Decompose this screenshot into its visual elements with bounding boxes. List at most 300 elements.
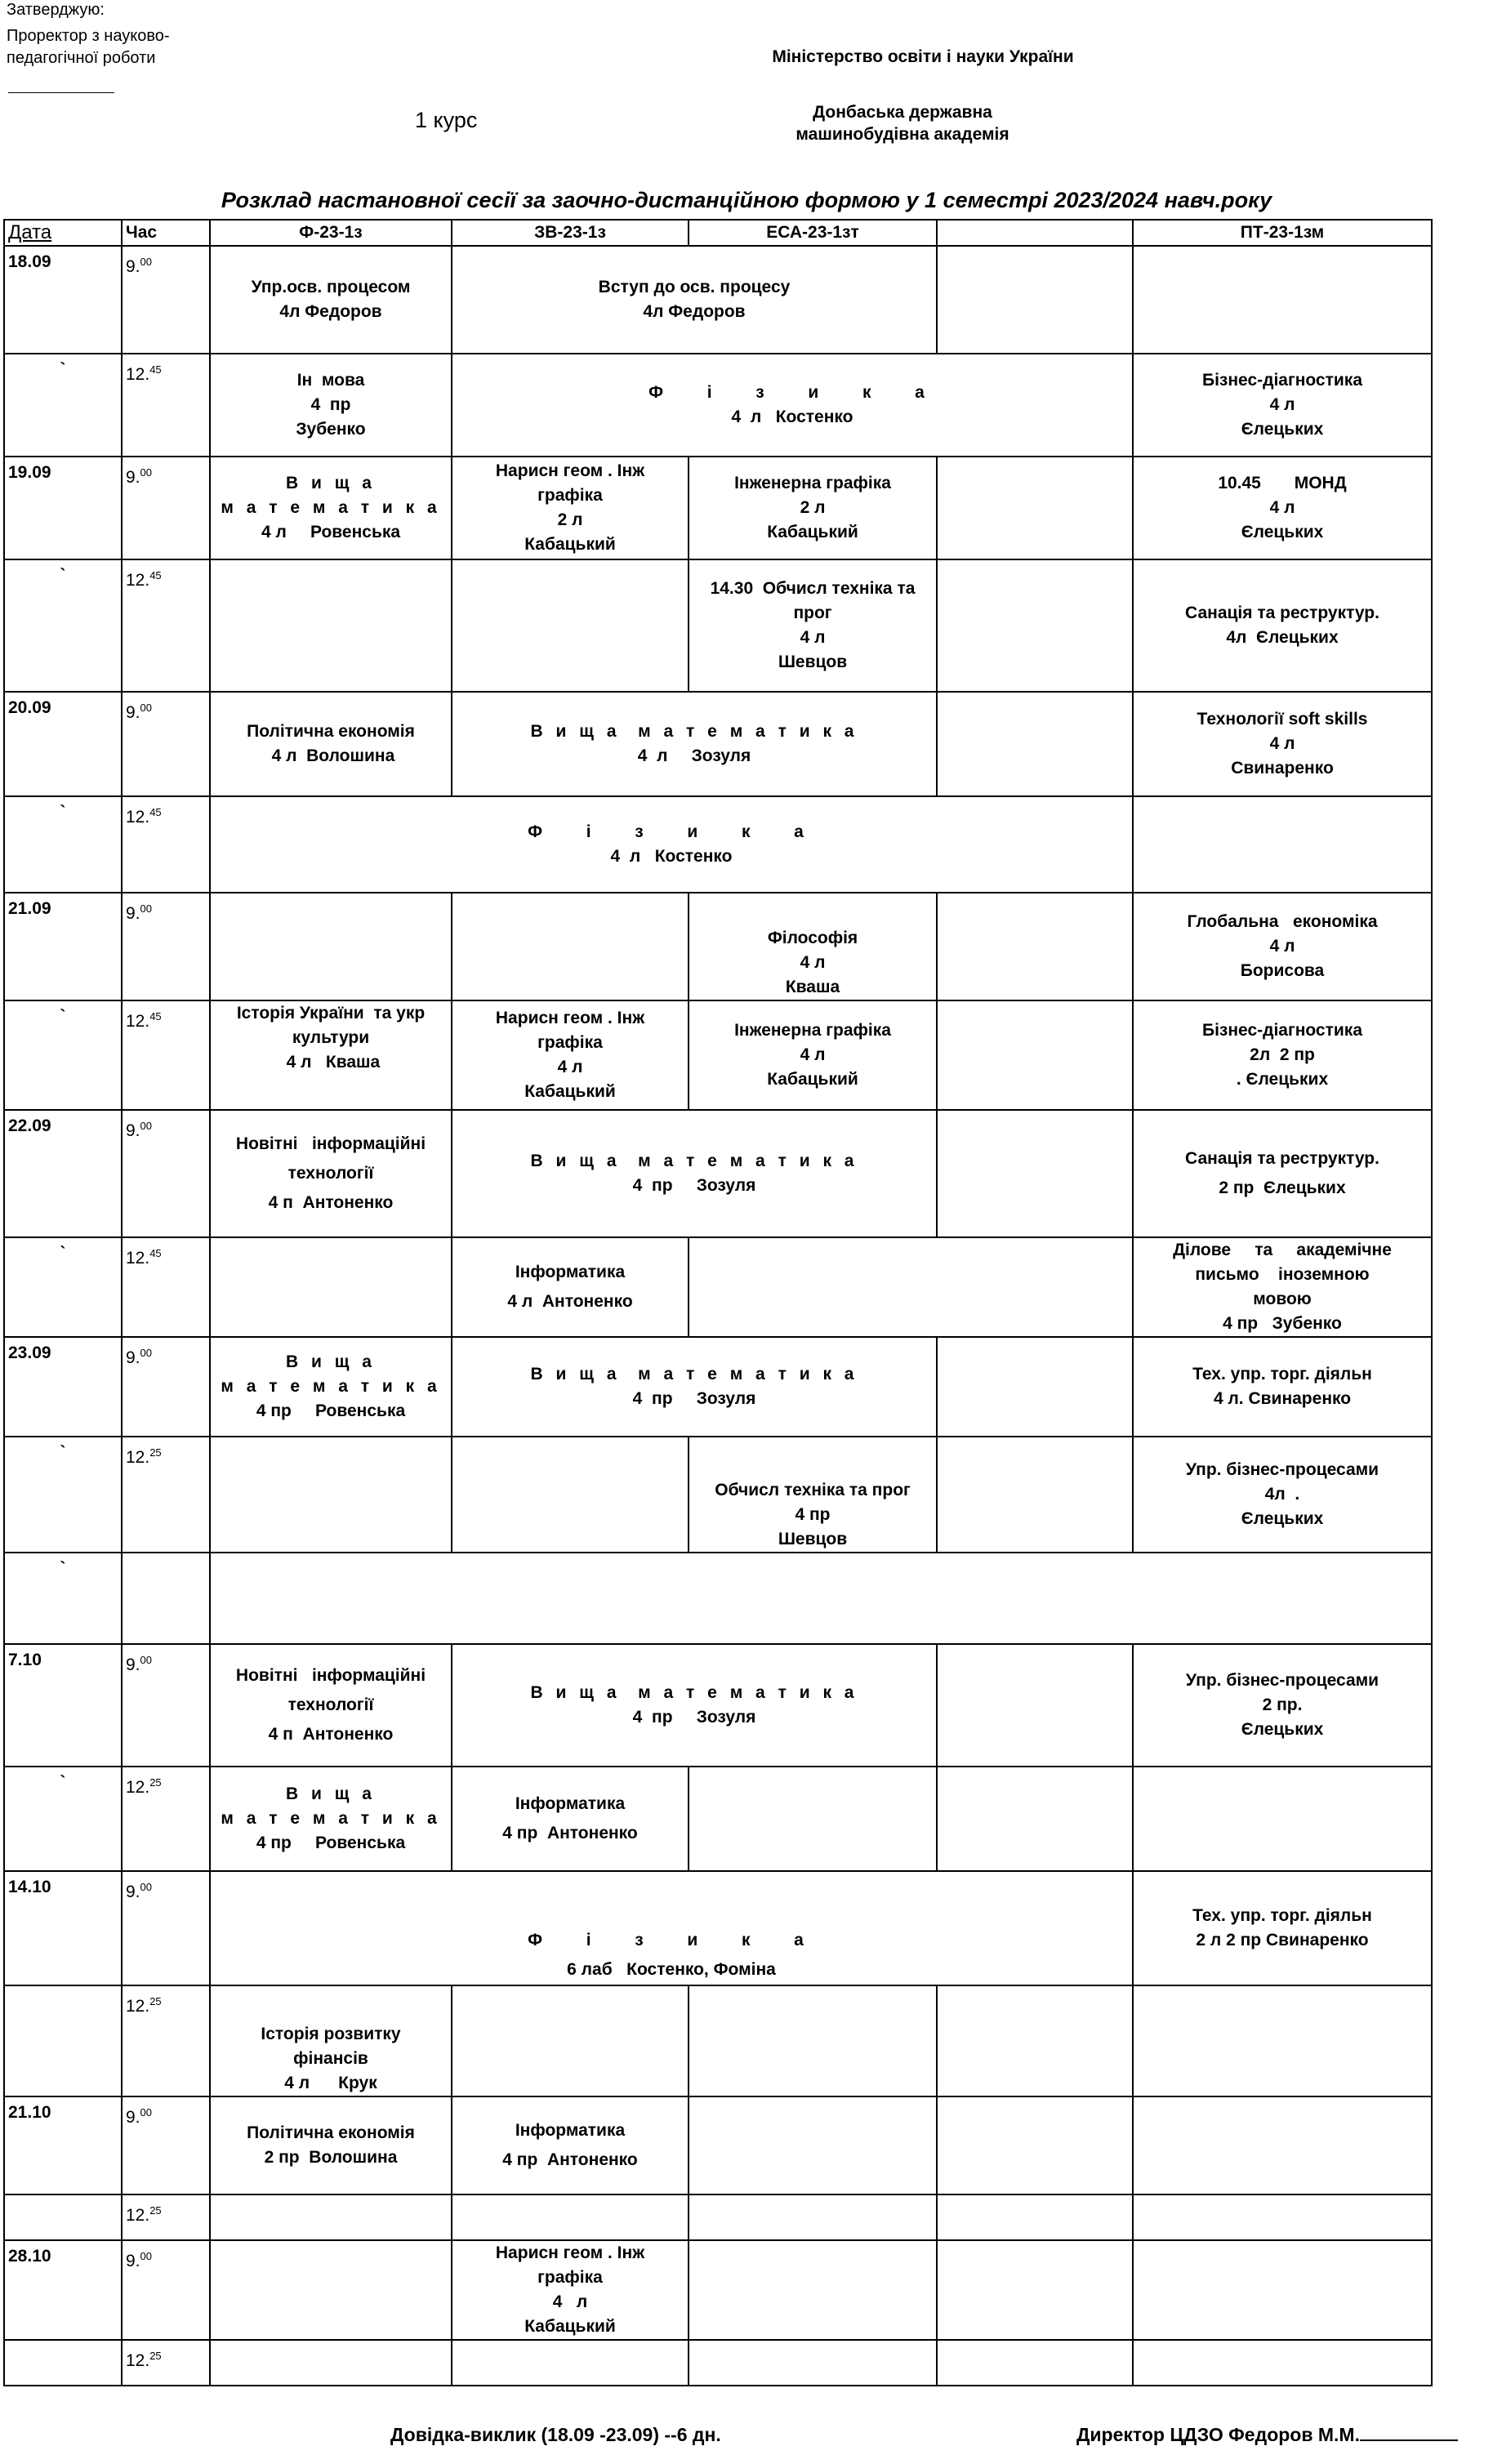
cell-line: Технології soft skills	[1197, 710, 1368, 729]
lesson-cell	[452, 1337, 937, 1437]
cell-line: В и щ а м а т е м а т и к а	[530, 1365, 858, 1383]
table-row	[4, 2240, 1432, 2340]
cell-line: Свинаренко	[1231, 759, 1334, 778]
time-cell	[122, 1767, 210, 1871]
cell-line: Інформатика	[515, 2121, 626, 2140]
cell-line: 4 пр	[795, 1505, 831, 1524]
lesson-cell	[1133, 1337, 1432, 1437]
cell-line: Упр. бізнес-процесами	[1185, 1671, 1379, 1690]
time-hour: 12.	[126, 2206, 150, 2225]
cell-line: 4 пр Ровенська	[256, 1834, 406, 1852]
empty-cell	[1133, 2240, 1432, 2340]
lesson-cell	[210, 2096, 452, 2194]
empty-cell	[210, 559, 452, 692]
time-minute: 00	[140, 1120, 152, 1132]
time-hour: 12.	[126, 2351, 150, 2370]
cell-line: Ф і з и к а	[528, 1931, 815, 1949]
academy-line-1: Донбаська державна	[813, 103, 992, 122]
director-signature	[1076, 2424, 1458, 2446]
cell-line: Історія розвитку	[261, 2025, 401, 2043]
table-row	[4, 1871, 1432, 1985]
time-minute: 25	[149, 1776, 162, 1789]
cell-line: Ділове та академічне	[1173, 1241, 1392, 1259]
cell-line: 4 пр Зозуля	[632, 1389, 756, 1408]
lesson-cell	[452, 1000, 689, 1110]
cell-line: Бізнес-діагностика	[1201, 371, 1362, 390]
cell-line: . Єлецьких	[1236, 1070, 1329, 1089]
cell-line: 10.45 МОНД	[1218, 474, 1347, 492]
empty-cell	[1133, 1985, 1432, 2096]
time-hour: 9.	[126, 2108, 140, 2127]
cell-line: Ф і з и к а	[648, 383, 936, 402]
empty-cell	[210, 893, 452, 1000]
time-hour: 9.	[126, 1121, 140, 1140]
cell-line: 4л .	[1264, 1485, 1300, 1504]
date-cell: 21.09	[4, 893, 122, 1000]
cell-line: В и щ а	[286, 1785, 376, 1803]
lesson-cell	[210, 1337, 452, 1437]
cell-line: Інформатика	[515, 1263, 626, 1281]
cell-line: Ф і з и к а	[528, 822, 815, 841]
empty-cell	[122, 1553, 210, 1644]
cell-line: 4л Федоров	[643, 302, 746, 321]
time-minute: 25	[149, 2350, 162, 2362]
time-hour: 12.	[126, 1012, 150, 1031]
lesson-cell	[210, 1767, 452, 1871]
cell-line: 2 пр.	[1262, 1695, 1303, 1714]
date-cell: `	[4, 354, 122, 457]
lesson-cell	[210, 692, 452, 796]
cell-line: Борисова	[1240, 961, 1325, 980]
empty-cell	[937, 1767, 1133, 1871]
date-cell	[4, 1985, 122, 2096]
col-group-3: ЕСА-23-1зт	[689, 220, 937, 246]
empty-cell	[452, 893, 689, 1000]
time-hour: 9.	[126, 1655, 140, 1674]
schedule-table	[3, 219, 1433, 2386]
empty-cell	[937, 559, 1133, 692]
table-row	[4, 246, 1432, 354]
schedule-title: Розклад настановної сесії за заочно-дистанційною формою у 1 семестрі 2023/2024 навч.року	[221, 188, 1272, 212]
date-cell: 18.09	[4, 246, 122, 354]
cell-line: Кабацький	[524, 1082, 616, 1101]
lesson-cell	[1133, 457, 1432, 559]
empty-cell	[937, 2240, 1133, 2340]
time-cell	[122, 796, 210, 893]
cell-line: 4 л Крук	[284, 2074, 377, 2092]
empty-cell	[1133, 246, 1432, 354]
col-group-2: ЗВ-23-1з	[452, 220, 689, 246]
cell-line: Кабацький	[524, 2317, 616, 2336]
cell-line: 4л Єлецьких	[1226, 628, 1339, 647]
lesson-cell	[210, 1985, 452, 2096]
time-minute: 00	[140, 2250, 152, 2262]
time-hour: 12.	[126, 365, 150, 384]
cell-line: В и щ а	[286, 474, 376, 492]
table-row	[4, 354, 1432, 457]
table-row	[4, 1985, 1432, 2096]
time-cell	[122, 457, 210, 559]
cell-line: мовою	[1253, 1290, 1312, 1308]
lesson-cell	[210, 1000, 452, 1110]
time-cell	[122, 2340, 210, 2386]
time-cell	[122, 1644, 210, 1767]
cell-line: 2 л	[557, 510, 583, 529]
table-row	[4, 1237, 1432, 1337]
cell-line: Новітні інформаційні	[235, 1134, 426, 1153]
table-row	[4, 1110, 1432, 1237]
empty-cell	[1133, 2340, 1432, 2386]
cell-line: технології	[287, 1164, 374, 1183]
col-group-1: Ф-23-1з	[210, 220, 452, 246]
time-minute: 00	[140, 1881, 152, 1893]
date-cell: `	[4, 1553, 122, 1644]
date-cell: 20.09	[4, 692, 122, 796]
cell-line: графіка	[537, 2268, 603, 2287]
time-minute: 00	[140, 1654, 152, 1666]
cell-line: В и щ а	[286, 1352, 376, 1371]
ministry-name: Міністерство освіти і науки України	[772, 47, 1074, 66]
date-cell: 23.09	[4, 1337, 122, 1437]
cell-line: Вступ до осв. процесу	[598, 278, 791, 296]
cell-line: 4 л Волошина	[266, 746, 395, 765]
lesson-cell	[452, 1110, 937, 1237]
empty-cell	[937, 1000, 1133, 1110]
cell-line: 4 л	[800, 953, 826, 972]
lesson-cell	[210, 1110, 452, 1237]
cell-line: Тех. упр. торг. діяльн	[1192, 1365, 1372, 1383]
time-cell	[122, 2240, 210, 2340]
time-cell	[122, 692, 210, 796]
signature-line	[8, 92, 114, 93]
lesson-cell	[452, 246, 937, 354]
time-cell	[122, 1871, 210, 1985]
empty-cell	[937, 893, 1133, 1000]
date-cell: `	[4, 796, 122, 893]
cell-line: Кабацький	[524, 535, 616, 554]
lesson-cell	[210, 1871, 1133, 1985]
cell-line: Єлецьких	[1241, 1720, 1324, 1739]
cell-line: 2 л 2 пр Свинаренко	[1196, 1931, 1369, 1949]
cell-line: 14.30 Обчисл техніка та	[710, 579, 916, 598]
table-row	[4, 1553, 1432, 1644]
empty-cell	[452, 2194, 689, 2240]
cell-line: 4 л Антоненко	[507, 1292, 633, 1311]
cell-line: Інформатика	[515, 1794, 626, 1813]
cell-line: 2л 2 пр	[1250, 1045, 1315, 1064]
lesson-cell	[452, 692, 937, 796]
cell-line: Кабацький	[767, 523, 858, 541]
time-hour: 12.	[126, 1448, 150, 1467]
cell-line: 2 пр Єлецьких	[1219, 1179, 1346, 1197]
director-name: Директор ЦДЗО Федоров М.М.	[1076, 2424, 1360, 2445]
lesson-cell	[689, 457, 937, 559]
cell-line: 2 пр Волошина	[264, 2148, 398, 2167]
time-minute: 00	[140, 902, 152, 915]
cell-line: 4 л Кваша	[281, 1053, 381, 1072]
time-cell	[122, 2096, 210, 2194]
cell-line: Інженерна графіка	[734, 1021, 891, 1040]
table-row	[4, 796, 1432, 893]
empty-cell	[937, 246, 1133, 354]
table-row	[4, 2096, 1432, 2194]
cell-line: 4 л	[800, 628, 826, 647]
empty-cell	[937, 1437, 1133, 1553]
cell-line: Нарисн геом . Інж	[495, 2243, 645, 2262]
cell-line: В и щ а м а т е м а т и к а	[530, 1152, 858, 1170]
cell-line: Єлецьких	[1241, 420, 1324, 439]
empty-cell	[937, 1337, 1133, 1437]
empty-cell	[937, 1644, 1133, 1767]
cell-line: Політична економія	[247, 722, 415, 741]
cell-line: 4 п Антоненко	[268, 1725, 394, 1744]
lesson-cell	[210, 457, 452, 559]
time-cell	[122, 1237, 210, 1337]
cell-line: Єлецьких	[1241, 523, 1324, 541]
lesson-cell	[689, 893, 937, 1000]
date-cell: 28.10	[4, 2240, 122, 2340]
time-minute: 45	[149, 1247, 162, 1259]
time-hour: 9.	[126, 468, 140, 487]
empty-cell	[210, 2340, 452, 2386]
cell-line: культури	[292, 1028, 370, 1047]
empty-cell	[452, 559, 689, 692]
time-cell	[122, 1437, 210, 1553]
empty-cell	[210, 1437, 452, 1553]
date-cell	[4, 2340, 122, 2386]
cell-line: 4 л	[552, 2292, 588, 2311]
lesson-cell	[210, 796, 1133, 893]
cell-line: 4 пр Зозуля	[632, 1708, 756, 1727]
cell-line: Нарисн геом . Інж	[495, 1009, 645, 1027]
lesson-cell	[452, 457, 689, 559]
cell-line: Санація та реструктур.	[1185, 604, 1379, 622]
cell-line: Політична економія	[247, 2123, 415, 2142]
lesson-cell	[210, 1644, 452, 1767]
cell-line: 4л Федоров	[279, 302, 382, 321]
empty-cell	[452, 2340, 689, 2386]
date-cell: `	[4, 559, 122, 692]
time-hour: 12.	[126, 571, 150, 590]
lesson-cell	[452, 354, 1133, 457]
empty-cell	[1133, 2096, 1432, 2194]
empty-cell	[937, 692, 1133, 796]
time-cell	[122, 354, 210, 457]
cell-line: Історія України та укр	[236, 1004, 426, 1023]
time-minute: 25	[149, 2204, 162, 2217]
lesson-cell	[452, 1237, 689, 1337]
cell-line: графіка	[537, 1033, 603, 1052]
cell-line: Упр.осв. процесом	[251, 278, 411, 296]
date-cell: `	[4, 1237, 122, 1337]
cell-line: Упр. бізнес-процесами	[1185, 1460, 1379, 1479]
lesson-cell	[210, 246, 452, 354]
time-minute: 00	[140, 466, 152, 479]
empty-cell	[689, 2340, 937, 2386]
date-cell: `	[4, 1000, 122, 1110]
time-cell	[122, 559, 210, 692]
cell-line: прог	[793, 604, 832, 622]
time-minute: 45	[149, 569, 162, 581]
empty-cell	[689, 2194, 937, 2240]
date-cell: `	[4, 1767, 122, 1871]
lesson-cell	[1133, 1110, 1432, 1237]
empty-cell	[689, 1767, 937, 1871]
cell-line: 4 пр Ровенська	[256, 1401, 406, 1420]
cell-line: 4 пр Антоненко	[502, 2150, 638, 2169]
date-cell: 14.10	[4, 1871, 122, 1985]
academy-name	[760, 101, 1045, 145]
table-row	[4, 2340, 1432, 2386]
time-hour: 9.	[126, 1348, 140, 1367]
lesson-cell	[1133, 1000, 1432, 1110]
table-row	[4, 559, 1432, 692]
date-cell: `	[4, 1437, 122, 1553]
lesson-cell	[1133, 692, 1432, 796]
empty-cell	[210, 2194, 452, 2240]
cell-line: 4 пр Зозуля	[632, 1176, 756, 1195]
cell-line: 4 л Ровенська	[261, 523, 401, 541]
cell-line: 4 п Антоненко	[268, 1193, 394, 1212]
cell-line: Філософія	[767, 929, 858, 947]
empty-cell	[937, 457, 1133, 559]
cell-line: 6 лаб Костенко, Фоміна	[567, 1960, 776, 1979]
lesson-cell	[1133, 1437, 1432, 1553]
cell-line: Санація та реструктур.	[1185, 1149, 1379, 1168]
time-hour: 12.	[126, 1249, 150, 1268]
cell-line: Зубенко	[296, 420, 366, 439]
empty-cell	[452, 1985, 689, 2096]
empty-cell	[210, 1553, 1432, 1644]
lesson-cell	[452, 2240, 689, 2340]
empty-cell	[1133, 1767, 1432, 1871]
cell-line: Кабацький	[767, 1070, 858, 1089]
time-cell	[122, 1110, 210, 1237]
lesson-cell	[1133, 1644, 1432, 1767]
time-minute: 00	[140, 702, 152, 714]
reference-note: Довідка-виклик (18.09 -23.09) --6 дн.	[390, 2424, 721, 2445]
cell-line: Бізнес-діагностика	[1201, 1021, 1362, 1040]
time-hour: 9.	[126, 257, 140, 276]
time-minute: 00	[140, 256, 152, 268]
time-minute: 45	[149, 1010, 162, 1023]
cell-line: письмо іноземною	[1195, 1265, 1370, 1284]
cell-line: В и щ а м а т е м а т и к а	[530, 722, 858, 741]
date-cell: 21.10	[4, 2096, 122, 2194]
table-row	[4, 1337, 1432, 1437]
time-hour: 12.	[126, 1778, 150, 1797]
time-cell	[122, 2194, 210, 2240]
signature-blank	[1360, 2439, 1458, 2441]
cell-line: Інженерна графіка	[734, 474, 891, 492]
empty-cell	[937, 1110, 1133, 1237]
table-row	[4, 1437, 1432, 1553]
cell-line: м а т е м а т и к а	[221, 498, 441, 517]
date-cell	[4, 2194, 122, 2240]
time-minute: 45	[149, 363, 162, 376]
table-row	[4, 1000, 1432, 1110]
cell-line: Ін мова	[296, 371, 365, 390]
cell-line: В и щ а м а т е м а т и к а	[530, 1683, 858, 1702]
header-row	[4, 220, 1432, 246]
time-minute: 00	[140, 2106, 152, 2119]
cell-line: Шевцов	[778, 1530, 848, 1548]
empty-cell	[937, 2194, 1133, 2240]
time-hour: 9.	[126, 2252, 140, 2270]
cell-line: 4 л	[1269, 937, 1295, 956]
table-row	[4, 893, 1432, 1000]
lesson-cell	[689, 1000, 937, 1110]
position-line-2: педагогічної роботи	[7, 49, 156, 67]
lesson-cell	[1133, 893, 1432, 1000]
position-line-1: Проректор з науково-	[7, 27, 170, 45]
empty-cell	[937, 2340, 1133, 2386]
col-group-5: ПТ-23-1зм	[1133, 220, 1432, 246]
cell-line: Шевцов	[778, 653, 848, 671]
empty-cell	[937, 1985, 1133, 2096]
cell-line: 4 л	[1269, 734, 1295, 753]
col-date: Дата	[4, 220, 122, 246]
course-label: 1 курс	[415, 108, 478, 132]
empty-cell	[689, 1985, 937, 2096]
empty-cell	[689, 2096, 937, 2194]
cell-line: м а т е м а т и к а	[221, 1809, 441, 1828]
time-cell	[122, 1337, 210, 1437]
time-cell	[122, 1985, 210, 2096]
table-row	[4, 2194, 1432, 2240]
table-row	[4, 1767, 1432, 1871]
cell-line: фінансів	[293, 2049, 368, 2068]
time-cell	[122, 893, 210, 1000]
empty-cell	[937, 2096, 1133, 2194]
time-minute: 45	[149, 806, 162, 818]
cell-line: 4 л	[800, 1045, 826, 1064]
time-hour: 9.	[126, 1883, 140, 1901]
cell-line: Тех. упр. торг. діяльн	[1192, 1906, 1372, 1925]
cell-line: технології	[287, 1695, 374, 1714]
cell-line: 2 л	[800, 498, 826, 517]
lesson-cell	[452, 1644, 937, 1767]
lesson-cell	[210, 354, 452, 457]
lesson-cell	[689, 1437, 937, 1553]
cell-line: 4 л Костенко	[610, 847, 733, 866]
cell-line: Нарисн геом . Інж	[495, 461, 645, 480]
cell-line: графіка	[537, 486, 603, 505]
col-time: Час	[122, 220, 210, 246]
cell-line: Новітні інформаційні	[235, 1666, 426, 1685]
lesson-cell	[452, 2096, 689, 2194]
time-minute: 25	[149, 1995, 162, 2007]
approve-label: Затверджую:	[7, 1, 105, 19]
lesson-cell	[1133, 354, 1432, 457]
cell-line: 4 л. Свинаренко	[1213, 1389, 1352, 1408]
col-group-4	[937, 220, 1133, 246]
cell-line: 4 л	[1269, 395, 1295, 414]
cell-line: 4 л	[1269, 498, 1295, 517]
empty-cell	[1133, 2194, 1432, 2240]
time-hour: 9.	[126, 703, 140, 722]
empty-cell	[1133, 796, 1432, 893]
academy-line-2: машинобудівна академія	[796, 125, 1009, 144]
lesson-cell	[1133, 1237, 1432, 1337]
time-hour: 9.	[126, 904, 140, 923]
date-cell: 7.10	[4, 1644, 122, 1767]
empty-cell	[210, 2240, 452, 2340]
empty-cell	[210, 1237, 452, 1337]
cell-line: Обчисл техніка та прог	[715, 1481, 911, 1499]
cell-line: Кваша	[785, 978, 840, 996]
empty-cell	[689, 1237, 1133, 1337]
